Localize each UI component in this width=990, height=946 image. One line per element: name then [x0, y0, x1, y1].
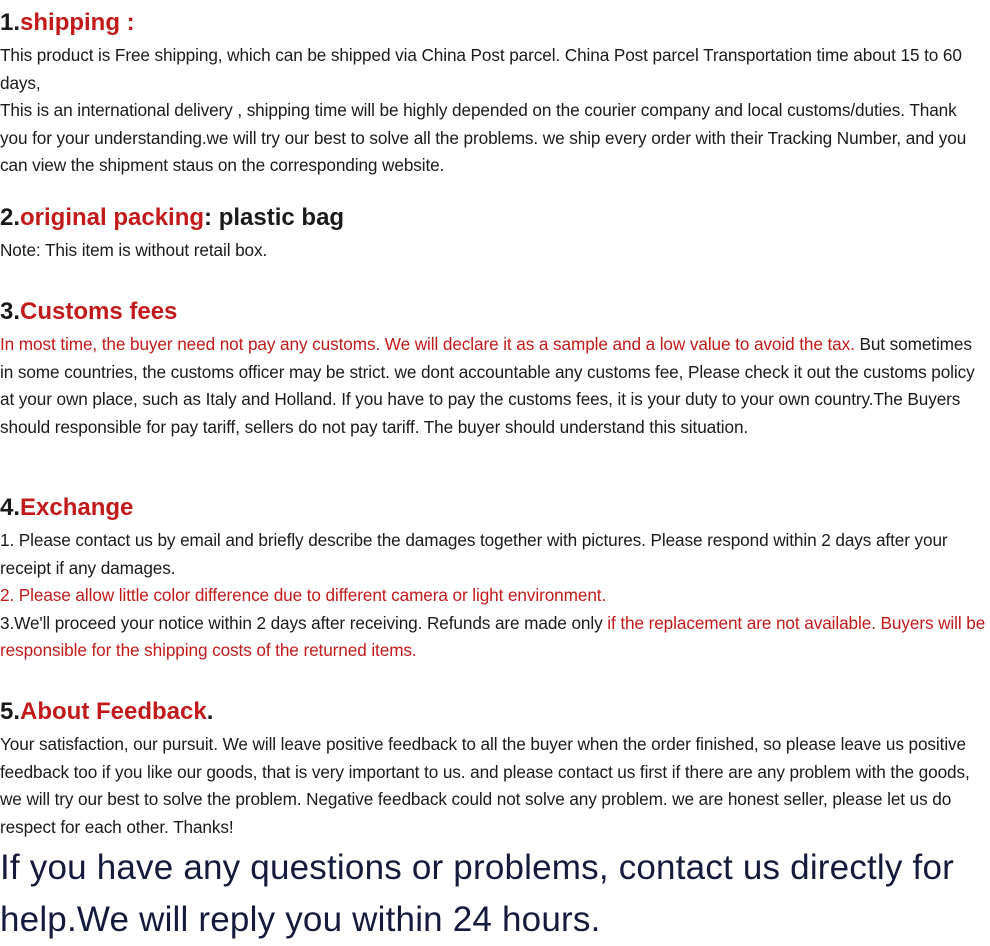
customs-highlight: In most time, the buyer need not pay any customs. We will declare it as a sample and a low value to avoid the tax.: [0, 334, 855, 354]
section-title: Customs fees: [20, 298, 178, 325]
section-title: original packing: [20, 204, 205, 231]
exchange-item-1: 1. Please contact us by email and briefly describe the damages together with pictures. Please respond within 2 days after your receipt if any damages.: [0, 530, 948, 578]
shipping-paragraph: This product is Free shipping, which can be shipped via China Post parcel. China Post parcel Transportation time about 15 to 60 days,: [0, 45, 962, 93]
section-number: 5.: [0, 698, 21, 725]
section-number: 3.: [0, 298, 21, 325]
section-title-suffix: : plastic bag: [204, 204, 345, 231]
closing-contact-message: If you have any questions or problems, contact us directly for help.We will reply you within 24 hours.: [0, 848, 954, 939]
section-body-exchange: [0, 527, 988, 665]
section-heading-exchange: [0, 493, 133, 523]
section-number: 4.: [0, 494, 21, 521]
section-title: About Feedback: [20, 698, 207, 725]
exchange-item-3: [0, 610, 988, 665]
section-heading-packing: [0, 203, 344, 233]
customs-paragraph: [0, 331, 988, 441]
exchange-item-3-highlight: if the replacement are not available. Buyers will be responsible for the shipping costs of the returned items.: [0, 612, 986, 660]
feedback-paragraph: Your satisfaction, our pursuit. We will leave positive feedback to all the buyer when the order finished, so please leave us positive feedback too if you like our goods, that is very important to us. and please contact us first if there are any problem with the goods, we will try our best to solve the problem. Negative feedback could not solve any problem. we are honest seller, please let us do respect for each other. Thanks!: [0, 734, 970, 837]
section-number: 2.: [0, 204, 21, 231]
section-title: Exchange: [20, 494, 134, 521]
section-heading-feedback: [0, 697, 213, 727]
exchange-item-2: 2. Please allow little color difference due to different camera or light environment.: [0, 585, 607, 605]
exchange-item-3-text: 3.We'll proceed your notice within 2 days after receiving. Refunds are made only: [0, 612, 608, 633]
section-title-suffix: .: [206, 698, 214, 725]
section-heading-shipping: [0, 8, 135, 38]
packing-note: Note: This item is without retail box.: [0, 240, 268, 260]
section-number: 1.: [0, 9, 21, 36]
section-title: shipping :: [20, 9, 135, 36]
shipping-paragraph-2: This is an international delivery , shipping time will be highly depended on the courier company and local customs/duties. Thank you for your understanding.we will try our best to solve all the problems. we ship every order with their Tracking Number, and you can view the shipment staus on the corresponding website.: [0, 100, 967, 175]
section-body-shipping: [0, 42, 988, 180]
section-heading-customs: [0, 297, 177, 327]
customs-text: But sometimes in some countries, the customs officer may be strict. we dont accountable any customs fee, Please check it out the customs policy at your own place, such as Italy and Holland. If you have to pay the customs fees, it is your duty to your own country.The Buyers should responsible for pay tariff, sellers do not pay tariff. The buyer should understand this situation.: [0, 334, 975, 437]
